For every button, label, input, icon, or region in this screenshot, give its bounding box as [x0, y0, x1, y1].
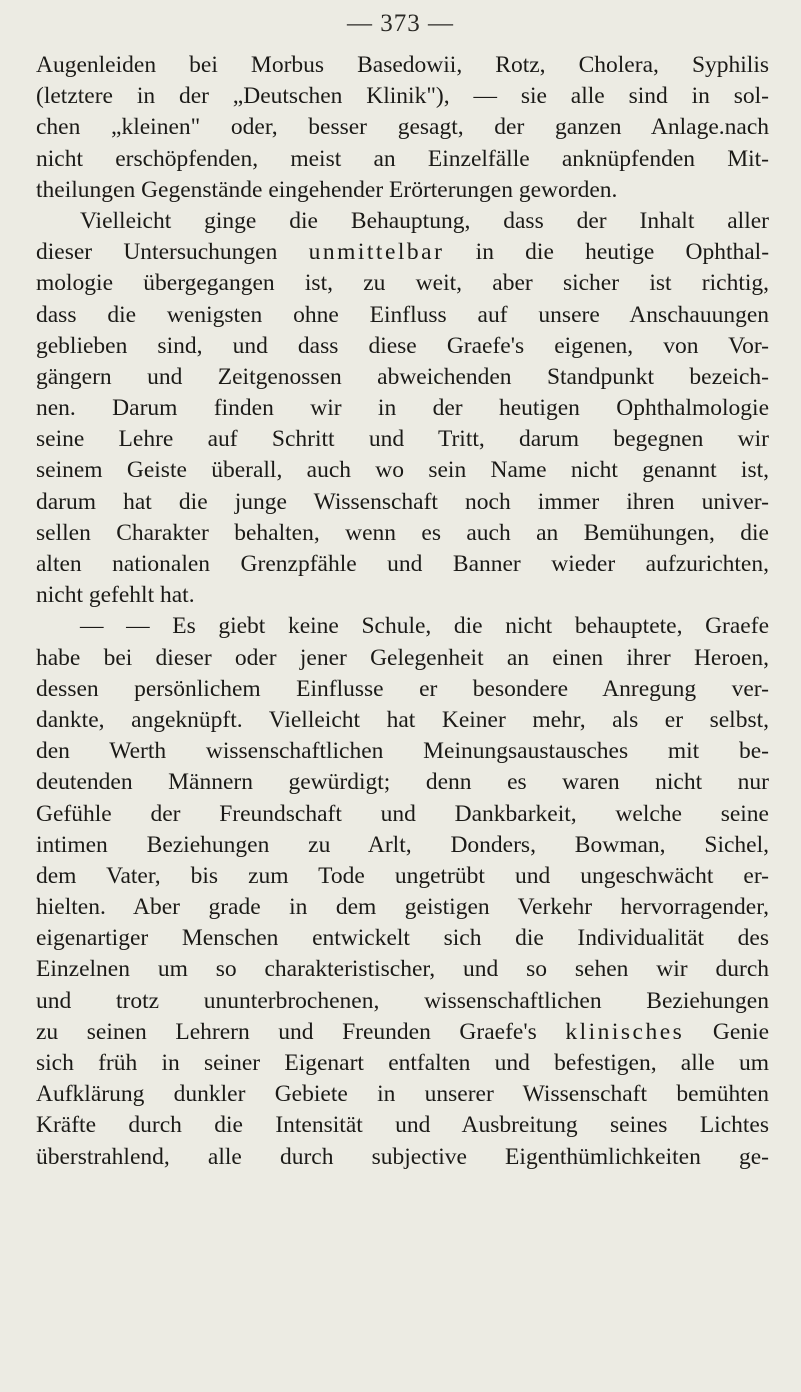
text-line: dessen persönlichem Einflusse er besondere Anregung ver-	[36, 675, 769, 702]
text-line: und trotz ununterbrochenen, wissenschaftlichen Beziehungen	[36, 987, 769, 1014]
text-line: nicht erschöpfenden, meist an Einzelfälle anknüpfenden Mit-	[36, 145, 769, 172]
body-text	[36, 50, 769, 1173]
emphasized-word: klinisches	[565, 1018, 685, 1045]
text-line: deutenden Männern gewürdigt; denn es waren nicht nur	[36, 769, 769, 796]
text-line: Gefühle der Freundschaft und Dankbarkeit, welche seine	[36, 800, 769, 827]
text-line: alten nationalen Grenzpfähle und Banner wieder aufzurichten,	[36, 551, 769, 577]
text-segment: dieser Untersuchungen	[36, 239, 278, 266]
text-line: sellen Charakter behalten, wenn es auch an Bemühungen, die	[36, 519, 769, 546]
text-line-with-emphasis	[36, 237, 769, 268]
text-segment: Genie	[712, 1018, 770, 1045]
text-line: Augenleiden bei Morbus Basedowii, Rotz, Cholera, Syphilis	[36, 52, 769, 78]
text-line: Aufklärung dunkler Gebiete in unserer Wissenschaft bemühten	[36, 1081, 769, 1108]
text-line: dem Vater, bis zum Tode ungetrübt und ungeschwächt er-	[36, 862, 769, 889]
text-line-with-emphasis	[36, 1017, 769, 1048]
text-line: chen „kleinen" oder, besser gesagt, der ganzen Anlage.nach	[36, 114, 769, 141]
text-line: nicht gefehlt hat.	[36, 582, 195, 609]
text-line: seinem Geiste überall, auch wo sein Name nicht genannt ist,	[36, 457, 769, 484]
text-line: sich früh in seiner Eigenart entfalten und befestigen, alle um	[36, 1050, 769, 1076]
text-line: nen. Darum finden wir in der heutigen Ophthalmologie	[36, 395, 769, 422]
text-line: geblieben sind, und dass diese Graefe's eigenen, von Vor-	[36, 332, 769, 359]
text-line: (letztere in der „Deutschen Klinik"), — sie alle sind in sol-	[36, 83, 769, 110]
text-line: dass die wenigsten ohne Einfluss auf unsere Anschauungen	[36, 301, 769, 328]
text-segment: zu seinen Lehrern und Freunden Graefe's	[36, 1018, 537, 1045]
text-line: darum hat die junge Wissenschaft noch immer ihren univer-	[36, 488, 769, 515]
text-line: den Werth wissenschaftlichen Meinungsaustausches mit be-	[36, 738, 769, 765]
text-line: mologie übergegangen ist, zu weit, aber sicher ist richtig,	[36, 270, 769, 297]
text-line: seine Lehre auf Schritt und Tritt, darum begegnen wir	[36, 426, 769, 453]
page-number: — 373 —	[347, 10, 454, 37]
text-segment: in die heutige Ophthal-	[475, 239, 770, 266]
text-line: habe bei dieser oder jener Gelegenheit an einen ihrer Heroen,	[36, 644, 769, 671]
paragraph-start-line: Vielleicht ginge die Behauptung, dass der Inhalt aller	[80, 207, 769, 234]
text-line: Einzelnen um so charakteristischer, und so sehen wir durch	[36, 956, 769, 983]
text-line: hielten. Aber grade in dem geistigen Verkehr hervorragender,	[36, 894, 769, 921]
text-line: gängern und Zeitgenossen abweichenden Standpunkt bezeich-	[36, 363, 769, 390]
paragraph-start-line: — — Es giebt keine Schule, die nicht behauptete, Graefe	[80, 613, 769, 640]
text-line: eigenartiger Menschen entwickelt sich die Individualität des	[36, 925, 769, 952]
text-line: überstrahlend, alle durch subjective Eigenthümlichkeiten ge-	[36, 1143, 769, 1170]
text-line: dankte, angeknüpft. Vielleicht hat Keiner mehr, als er selbst,	[36, 706, 769, 733]
text-line: Kräfte durch die Intensität und Ausbreitung seines Lichtes	[36, 1112, 769, 1139]
text-line: intimen Beziehungen zu Arlt, Donders, Bowman, Sichel,	[36, 831, 769, 858]
text-line: theilungen Gegenstände eingehender Erörterungen geworden.	[36, 176, 618, 203]
emphasized-word: unmittelbar	[308, 239, 445, 266]
